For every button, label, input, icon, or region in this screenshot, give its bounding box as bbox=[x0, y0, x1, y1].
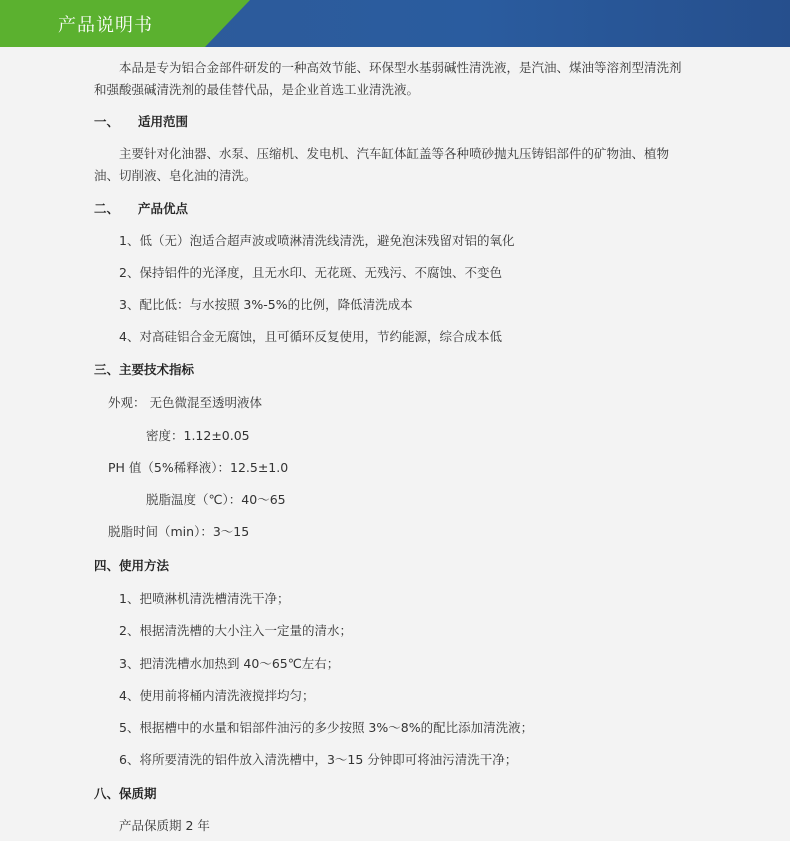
section2-number: 二、 bbox=[94, 201, 120, 216]
spec-appearance: 外观： 无色微混至透明液体 bbox=[108, 395, 262, 410]
spec-density: 密度：1.12±0.05 bbox=[146, 428, 250, 443]
usage-step-5: 5、根据槽中的水量和铝部件油污的多少按照 3%～8%的配比添加清洗液； bbox=[119, 720, 534, 735]
section1-body: 主要针对化油器、水泵、压缩机、发电机、汽车缸体缸盖等各种喷砂抛丸压铸铝部件的矿物油、植物油、切削液、皂化油的清洗。 bbox=[94, 146, 670, 183]
section2-item-4: 4、对高硅铝合金无腐蚀，且可循环反复使用，节约能源，综合成本低 bbox=[119, 329, 502, 344]
header-bar bbox=[0, 0, 790, 47]
usage-step-6: 6、将所要清洗的铝件放入清洗槽中，3～15 分钟即可将油污清洗干净； bbox=[119, 752, 518, 767]
usage-step-3: 3、把清洗槽水加热到 40～65℃左右； bbox=[119, 656, 340, 671]
section3-title: 三、主要技术指标 bbox=[94, 362, 195, 377]
section2-item-2: 2、保持铝件的光泽度，且无水印、无花斑、无残污、不腐蚀、不变色 bbox=[119, 265, 502, 280]
section2-item-3: 3、配比低：与水按照 3%-5%的比例，降低清洗成本 bbox=[119, 297, 413, 312]
spec-temperature: 脱脂温度（℃）：40～65 bbox=[146, 492, 286, 507]
section2-title: 产品优点 bbox=[138, 201, 189, 216]
section1-title: 适用范围 bbox=[138, 114, 189, 129]
section4-title: 四、使用方法 bbox=[94, 558, 170, 573]
usage-step-1: 1、把喷淋机清洗槽清洗干净； bbox=[119, 591, 290, 606]
page-title: 产品说明书 bbox=[58, 15, 153, 36]
usage-step-4: 4、使用前将桶内清洗液搅拌均匀； bbox=[119, 688, 315, 703]
section2-item-1: 1、低（无）泡适合超声波或喷淋清洗线清洗，避免泡沫残留对铝的氧化 bbox=[119, 233, 515, 248]
spec-time: 脱脂时间（min）：3～15 bbox=[108, 524, 250, 539]
shelf-life-text: 产品保质期 2 年 bbox=[119, 818, 210, 833]
intro-paragraph: 本品是专为铝合金部件研发的一种高效节能、环保型水基弱碱性清洗液，是汽油、煤油等溶剂型清洗剂和强酸强碱清洗剂的最佳替代品，是企业首选工业清洗液。 bbox=[94, 60, 682, 97]
usage-step-2: 2、根据清洗槽的大小注入一定量的清水； bbox=[119, 623, 352, 638]
spec-ph: PH 值（5%稀释液）：12.5±1.0 bbox=[108, 460, 289, 475]
section8-title: 八、保质期 bbox=[94, 786, 157, 801]
section1-number: 一、 bbox=[94, 114, 120, 129]
